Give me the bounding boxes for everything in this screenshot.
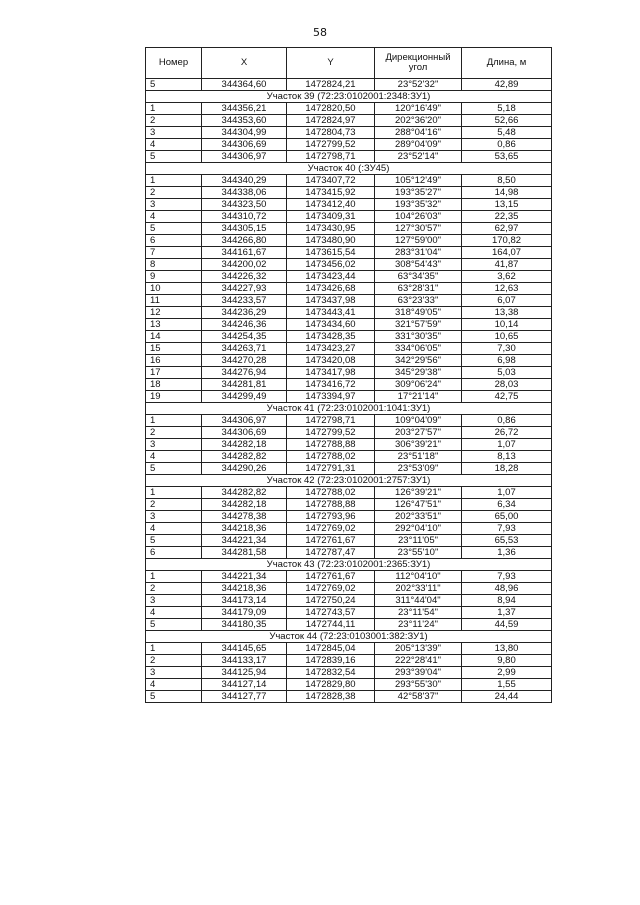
length-cell: 6,98 (462, 355, 552, 367)
table-row (146, 331, 552, 343)
table-row (146, 607, 552, 619)
point-number-cell: 2 (146, 427, 202, 439)
table-row (146, 379, 552, 391)
section-header-row (146, 475, 552, 487)
bearing-cell: 63°34'35" (375, 271, 462, 283)
x-coordinate-cell: 344246,36 (202, 319, 287, 331)
point-number-cell: 5 (146, 463, 202, 475)
x-coordinate-cell: 344299,49 (202, 391, 287, 403)
y-coordinate-cell: 1473394,97 (287, 391, 375, 403)
y-coordinate-cell: 1472788,02 (287, 487, 375, 499)
x-coordinate-cell: 344310,72 (202, 211, 287, 223)
page-number: 58 (313, 26, 327, 39)
y-coordinate-cell: 1472750,24 (287, 595, 375, 607)
x-coordinate-cell: 344306,69 (202, 427, 287, 439)
x-coordinate-cell: 344263,71 (202, 343, 287, 355)
table-row (146, 691, 552, 703)
bearing-cell: 23°11'05" (375, 535, 462, 547)
x-coordinate-cell: 344305,15 (202, 223, 287, 235)
x-coordinate-cell: 344218,36 (202, 523, 287, 535)
x-coordinate-cell: 344290,26 (202, 463, 287, 475)
header-x: X (202, 48, 287, 79)
bearing-cell: 293°39'04" (375, 667, 462, 679)
point-number-cell: 1 (146, 103, 202, 115)
x-coordinate-cell: 344306,97 (202, 415, 287, 427)
table-row (146, 427, 552, 439)
length-cell: 7,93 (462, 571, 552, 583)
x-coordinate-cell: 344282,18 (202, 439, 287, 451)
bearing-cell: 202°33'51" (375, 511, 462, 523)
point-number-cell: 7 (146, 247, 202, 259)
table-row (146, 583, 552, 595)
x-coordinate-cell: 344364,60 (202, 79, 287, 91)
bearing-cell: 311°44'04" (375, 595, 462, 607)
length-cell: 44,59 (462, 619, 552, 631)
y-coordinate-cell: 1472788,88 (287, 499, 375, 511)
x-coordinate-cell: 344276,94 (202, 367, 287, 379)
length-cell: 0,86 (462, 139, 552, 151)
length-cell: 24,44 (462, 691, 552, 703)
table-row (146, 667, 552, 679)
section-title: Участок 39 (72:23:0102001:2348:ЗУ1) (146, 91, 552, 103)
x-coordinate-cell: 344254,35 (202, 331, 287, 343)
bearing-cell: 202°33'11" (375, 583, 462, 595)
table-row (146, 319, 552, 331)
header-number: Номер (146, 48, 202, 79)
bearing-cell: 42°58'37" (375, 691, 462, 703)
header-bearing: Дирекционный угол (375, 48, 462, 79)
section-header-row (146, 91, 552, 103)
x-coordinate-cell: 344356,21 (202, 103, 287, 115)
length-cell: 62,97 (462, 223, 552, 235)
table-row (146, 679, 552, 691)
table-row (146, 175, 552, 187)
coordinates-table (145, 47, 552, 703)
table-row (146, 199, 552, 211)
y-coordinate-cell: 1473420,08 (287, 355, 375, 367)
table-row (146, 547, 552, 559)
point-number-cell: 13 (146, 319, 202, 331)
y-coordinate-cell: 1472828,38 (287, 691, 375, 703)
x-coordinate-cell: 344127,14 (202, 679, 287, 691)
point-number-cell: 2 (146, 583, 202, 595)
length-cell: 8,13 (462, 451, 552, 463)
x-coordinate-cell: 344221,34 (202, 535, 287, 547)
length-cell: 65,53 (462, 535, 552, 547)
length-cell: 28,03 (462, 379, 552, 391)
bearing-cell: 205°13'39" (375, 643, 462, 655)
table-row (146, 283, 552, 295)
bearing-cell: 104°26'03" (375, 211, 462, 223)
point-number-cell: 3 (146, 439, 202, 451)
bearing-cell: 127°30'57" (375, 223, 462, 235)
point-number-cell: 5 (146, 151, 202, 163)
bearing-cell: 23°55'10" (375, 547, 462, 559)
length-cell: 18,28 (462, 463, 552, 475)
y-coordinate-cell: 1472839,16 (287, 655, 375, 667)
table-row (146, 571, 552, 583)
table-row (146, 487, 552, 499)
y-coordinate-cell: 1472845,04 (287, 643, 375, 655)
table-row (146, 619, 552, 631)
length-cell: 13,80 (462, 643, 552, 655)
y-coordinate-cell: 1472791,31 (287, 463, 375, 475)
point-number-cell: 5 (146, 535, 202, 547)
y-coordinate-cell: 1473456,02 (287, 259, 375, 271)
length-cell: 13,38 (462, 307, 552, 319)
length-cell: 13,15 (462, 199, 552, 211)
x-coordinate-cell: 344218,36 (202, 583, 287, 595)
x-coordinate-cell: 344221,34 (202, 571, 287, 583)
y-coordinate-cell: 1472820,50 (287, 103, 375, 115)
bearing-cell: 342°29'56" (375, 355, 462, 367)
x-coordinate-cell: 344133,17 (202, 655, 287, 667)
x-coordinate-cell: 344353,60 (202, 115, 287, 127)
length-cell: 5,18 (462, 103, 552, 115)
length-cell: 1,07 (462, 439, 552, 451)
table-row (146, 499, 552, 511)
bearing-cell: 308°54'43" (375, 259, 462, 271)
point-number-cell: 10 (146, 283, 202, 295)
x-coordinate-cell: 344226,32 (202, 271, 287, 283)
x-coordinate-cell: 344127,77 (202, 691, 287, 703)
point-number-cell: 4 (146, 211, 202, 223)
length-cell: 170,82 (462, 235, 552, 247)
table-row (146, 511, 552, 523)
table-row (146, 103, 552, 115)
length-cell: 1,36 (462, 547, 552, 559)
table-row (146, 343, 552, 355)
y-coordinate-cell: 1472799,52 (287, 139, 375, 151)
length-cell: 41,87 (462, 259, 552, 271)
x-coordinate-cell: 344282,82 (202, 451, 287, 463)
x-coordinate-cell: 344266,80 (202, 235, 287, 247)
section-title: Участок 40 (:ЗУ45) (146, 163, 552, 175)
section-header-row (146, 403, 552, 415)
point-number-cell: 6 (146, 235, 202, 247)
table-row (146, 79, 552, 91)
table-row (146, 415, 552, 427)
y-coordinate-cell: 1472788,02 (287, 451, 375, 463)
point-number-cell: 5 (146, 79, 202, 91)
bearing-cell: 222°28'41" (375, 655, 462, 667)
point-number-cell: 4 (146, 523, 202, 535)
table-row (146, 655, 552, 667)
length-cell: 53,65 (462, 151, 552, 163)
point-number-cell: 1 (146, 571, 202, 583)
section-header-row (146, 631, 552, 643)
y-coordinate-cell: 1473423,44 (287, 271, 375, 283)
table-body (146, 79, 552, 703)
length-cell: 65,00 (462, 511, 552, 523)
bearing-cell: 112°04'10" (375, 571, 462, 583)
bearing-cell: 17°21'14" (375, 391, 462, 403)
x-coordinate-cell: 344236,29 (202, 307, 287, 319)
point-number-cell: 18 (146, 379, 202, 391)
y-coordinate-cell: 1473412,40 (287, 199, 375, 211)
y-coordinate-cell: 1472761,67 (287, 535, 375, 547)
point-number-cell: 17 (146, 367, 202, 379)
x-coordinate-cell: 344125,94 (202, 667, 287, 679)
bearing-cell: 283°31'04" (375, 247, 462, 259)
length-cell: 26,72 (462, 427, 552, 439)
length-cell: 48,96 (462, 583, 552, 595)
point-number-cell: 4 (146, 139, 202, 151)
bearing-cell: 288°04'16" (375, 127, 462, 139)
table-row (146, 139, 552, 151)
length-cell: 9,80 (462, 655, 552, 667)
point-number-cell: 4 (146, 607, 202, 619)
point-number-cell: 3 (146, 667, 202, 679)
point-number-cell: 19 (146, 391, 202, 403)
length-cell: 10,65 (462, 331, 552, 343)
table-row (146, 643, 552, 655)
point-number-cell: 6 (146, 547, 202, 559)
bearing-cell: 321°57'59" (375, 319, 462, 331)
bearing-cell: 23°51'18" (375, 451, 462, 463)
bearing-cell: 127°59'00" (375, 235, 462, 247)
length-cell: 10,14 (462, 319, 552, 331)
length-cell: 3,62 (462, 271, 552, 283)
length-cell: 1,07 (462, 487, 552, 499)
y-coordinate-cell: 1473423,27 (287, 343, 375, 355)
table-row (146, 235, 552, 247)
point-number-cell: 2 (146, 187, 202, 199)
y-coordinate-cell: 1472829,80 (287, 679, 375, 691)
table-row (146, 151, 552, 163)
length-cell: 14,98 (462, 187, 552, 199)
y-coordinate-cell: 1472798,71 (287, 415, 375, 427)
table-row (146, 523, 552, 535)
y-coordinate-cell: 1472744,11 (287, 619, 375, 631)
section-title: Участок 43 (72:23:0102001:2365:ЗУ1) (146, 559, 552, 571)
bearing-cell: 318°49'05" (375, 307, 462, 319)
bearing-cell: 23°52'14" (375, 151, 462, 163)
point-number-cell: 8 (146, 259, 202, 271)
point-number-cell: 5 (146, 619, 202, 631)
table-row (146, 307, 552, 319)
y-coordinate-cell: 1473428,35 (287, 331, 375, 343)
point-number-cell: 14 (146, 331, 202, 343)
bearing-cell: 120°16'49" (375, 103, 462, 115)
y-coordinate-cell: 1473409,31 (287, 211, 375, 223)
table-header-row (146, 48, 552, 79)
table-row (146, 451, 552, 463)
x-coordinate-cell: 344281,81 (202, 379, 287, 391)
table-row (146, 247, 552, 259)
x-coordinate-cell: 344323,50 (202, 199, 287, 211)
y-coordinate-cell: 1473416,72 (287, 379, 375, 391)
length-cell: 6,07 (462, 295, 552, 307)
table-row (146, 271, 552, 283)
x-coordinate-cell: 344306,69 (202, 139, 287, 151)
bearing-cell: 63°23'33" (375, 295, 462, 307)
y-coordinate-cell: 1473443,41 (287, 307, 375, 319)
x-coordinate-cell: 344233,57 (202, 295, 287, 307)
y-coordinate-cell: 1472824,21 (287, 79, 375, 91)
bearing-cell: 202°36'20" (375, 115, 462, 127)
table-row (146, 211, 552, 223)
y-coordinate-cell: 1472788,88 (287, 439, 375, 451)
bearing-cell: 292°04'10" (375, 523, 462, 535)
y-coordinate-cell: 1472804,73 (287, 127, 375, 139)
section-title: Участок 41 (72:23:0102001:1041:ЗУ1) (146, 403, 552, 415)
x-coordinate-cell: 344306,97 (202, 151, 287, 163)
x-coordinate-cell: 344281,58 (202, 547, 287, 559)
bearing-cell: 309°06'24" (375, 379, 462, 391)
point-number-cell: 2 (146, 655, 202, 667)
bearing-cell: 193°35'32" (375, 199, 462, 211)
bearing-cell: 203°27'57" (375, 427, 462, 439)
y-coordinate-cell: 1473430,95 (287, 223, 375, 235)
point-number-cell: 3 (146, 127, 202, 139)
section-header-row (146, 163, 552, 175)
x-coordinate-cell: 344180,35 (202, 619, 287, 631)
x-coordinate-cell: 344200,02 (202, 259, 287, 271)
x-coordinate-cell: 344282,18 (202, 499, 287, 511)
bearing-cell: 105°12'49" (375, 175, 462, 187)
point-number-cell: 9 (146, 271, 202, 283)
x-coordinate-cell: 344282,82 (202, 487, 287, 499)
table-row (146, 295, 552, 307)
table-row (146, 367, 552, 379)
y-coordinate-cell: 1473480,90 (287, 235, 375, 247)
y-coordinate-cell: 1472832,54 (287, 667, 375, 679)
bearing-cell: 23°11'54" (375, 607, 462, 619)
bearing-cell: 193°35'27" (375, 187, 462, 199)
bearing-cell: 331°30'35" (375, 331, 462, 343)
table-row (146, 259, 552, 271)
table-row (146, 463, 552, 475)
y-coordinate-cell: 1472743,57 (287, 607, 375, 619)
header-length: Длина, м (462, 48, 552, 79)
y-coordinate-cell: 1473426,68 (287, 283, 375, 295)
point-number-cell: 1 (146, 487, 202, 499)
point-number-cell: 3 (146, 511, 202, 523)
header-y: Y (287, 48, 375, 79)
length-cell: 52,66 (462, 115, 552, 127)
y-coordinate-cell: 1473417,98 (287, 367, 375, 379)
point-number-cell: 1 (146, 415, 202, 427)
y-coordinate-cell: 1472799,52 (287, 427, 375, 439)
length-cell: 7,30 (462, 343, 552, 355)
bearing-cell: 345°29'38" (375, 367, 462, 379)
bearing-cell: 293°55'30" (375, 679, 462, 691)
table-row (146, 223, 552, 235)
point-number-cell: 3 (146, 199, 202, 211)
table-row (146, 355, 552, 367)
section-title: Участок 44 (72:23:0103001:382:ЗУ1) (146, 631, 552, 643)
bearing-cell: 126°47'51" (375, 499, 462, 511)
bearing-cell: 109°04'09" (375, 415, 462, 427)
length-cell: 12,63 (462, 283, 552, 295)
y-coordinate-cell: 1472824,97 (287, 115, 375, 127)
bearing-cell: 289°04'09" (375, 139, 462, 151)
length-cell: 0,86 (462, 415, 552, 427)
bearing-cell: 63°28'31" (375, 283, 462, 295)
bearing-cell: 23°53'09" (375, 463, 462, 475)
length-cell: 164,07 (462, 247, 552, 259)
point-number-cell: 16 (146, 355, 202, 367)
x-coordinate-cell: 344145,65 (202, 643, 287, 655)
length-cell: 42,75 (462, 391, 552, 403)
point-number-cell: 12 (146, 307, 202, 319)
length-cell: 8,94 (462, 595, 552, 607)
x-coordinate-cell: 344173,14 (202, 595, 287, 607)
y-coordinate-cell: 1473415,92 (287, 187, 375, 199)
point-number-cell: 5 (146, 691, 202, 703)
bearing-cell: 23°11'24" (375, 619, 462, 631)
y-coordinate-cell: 1472761,67 (287, 571, 375, 583)
bearing-cell: 334°06'05" (375, 343, 462, 355)
point-number-cell: 1 (146, 175, 202, 187)
point-number-cell: 2 (146, 499, 202, 511)
y-coordinate-cell: 1472793,96 (287, 511, 375, 523)
point-number-cell: 4 (146, 451, 202, 463)
length-cell: 5,48 (462, 127, 552, 139)
x-coordinate-cell: 344161,67 (202, 247, 287, 259)
point-number-cell: 3 (146, 595, 202, 607)
y-coordinate-cell: 1473437,98 (287, 295, 375, 307)
point-number-cell: 15 (146, 343, 202, 355)
section-title: Участок 42 (72:23:0102001:2757:ЗУ1) (146, 475, 552, 487)
table-row (146, 391, 552, 403)
length-cell: 8,50 (462, 175, 552, 187)
bearing-cell: 23°52'32" (375, 79, 462, 91)
table-row (146, 127, 552, 139)
table-row (146, 439, 552, 451)
y-coordinate-cell: 1472769,02 (287, 523, 375, 535)
length-cell: 6,34 (462, 499, 552, 511)
point-number-cell: 2 (146, 115, 202, 127)
x-coordinate-cell: 344270,28 (202, 355, 287, 367)
table-row (146, 115, 552, 127)
point-number-cell: 4 (146, 679, 202, 691)
y-coordinate-cell: 1473434,60 (287, 319, 375, 331)
length-cell: 42,89 (462, 79, 552, 91)
x-coordinate-cell: 344338,06 (202, 187, 287, 199)
length-cell: 2,99 (462, 667, 552, 679)
length-cell: 7,93 (462, 523, 552, 535)
section-header-row (146, 559, 552, 571)
point-number-cell: 5 (146, 223, 202, 235)
point-number-cell: 11 (146, 295, 202, 307)
x-coordinate-cell: 344227,93 (202, 283, 287, 295)
length-cell: 1,55 (462, 679, 552, 691)
x-coordinate-cell: 344304,99 (202, 127, 287, 139)
bearing-cell: 306°39'21" (375, 439, 462, 451)
y-coordinate-cell: 1473615,54 (287, 247, 375, 259)
y-coordinate-cell: 1472798,71 (287, 151, 375, 163)
x-coordinate-cell: 344278,38 (202, 511, 287, 523)
table-row (146, 595, 552, 607)
length-cell: 22,35 (462, 211, 552, 223)
x-coordinate-cell: 344179,09 (202, 607, 287, 619)
table-row (146, 187, 552, 199)
bearing-cell: 126°39'21" (375, 487, 462, 499)
length-cell: 1,37 (462, 607, 552, 619)
y-coordinate-cell: 1472787,47 (287, 547, 375, 559)
y-coordinate-cell: 1473407,72 (287, 175, 375, 187)
table-row (146, 535, 552, 547)
length-cell: 5,03 (462, 367, 552, 379)
point-number-cell: 1 (146, 643, 202, 655)
x-coordinate-cell: 344340,29 (202, 175, 287, 187)
y-coordinate-cell: 1472769,02 (287, 583, 375, 595)
